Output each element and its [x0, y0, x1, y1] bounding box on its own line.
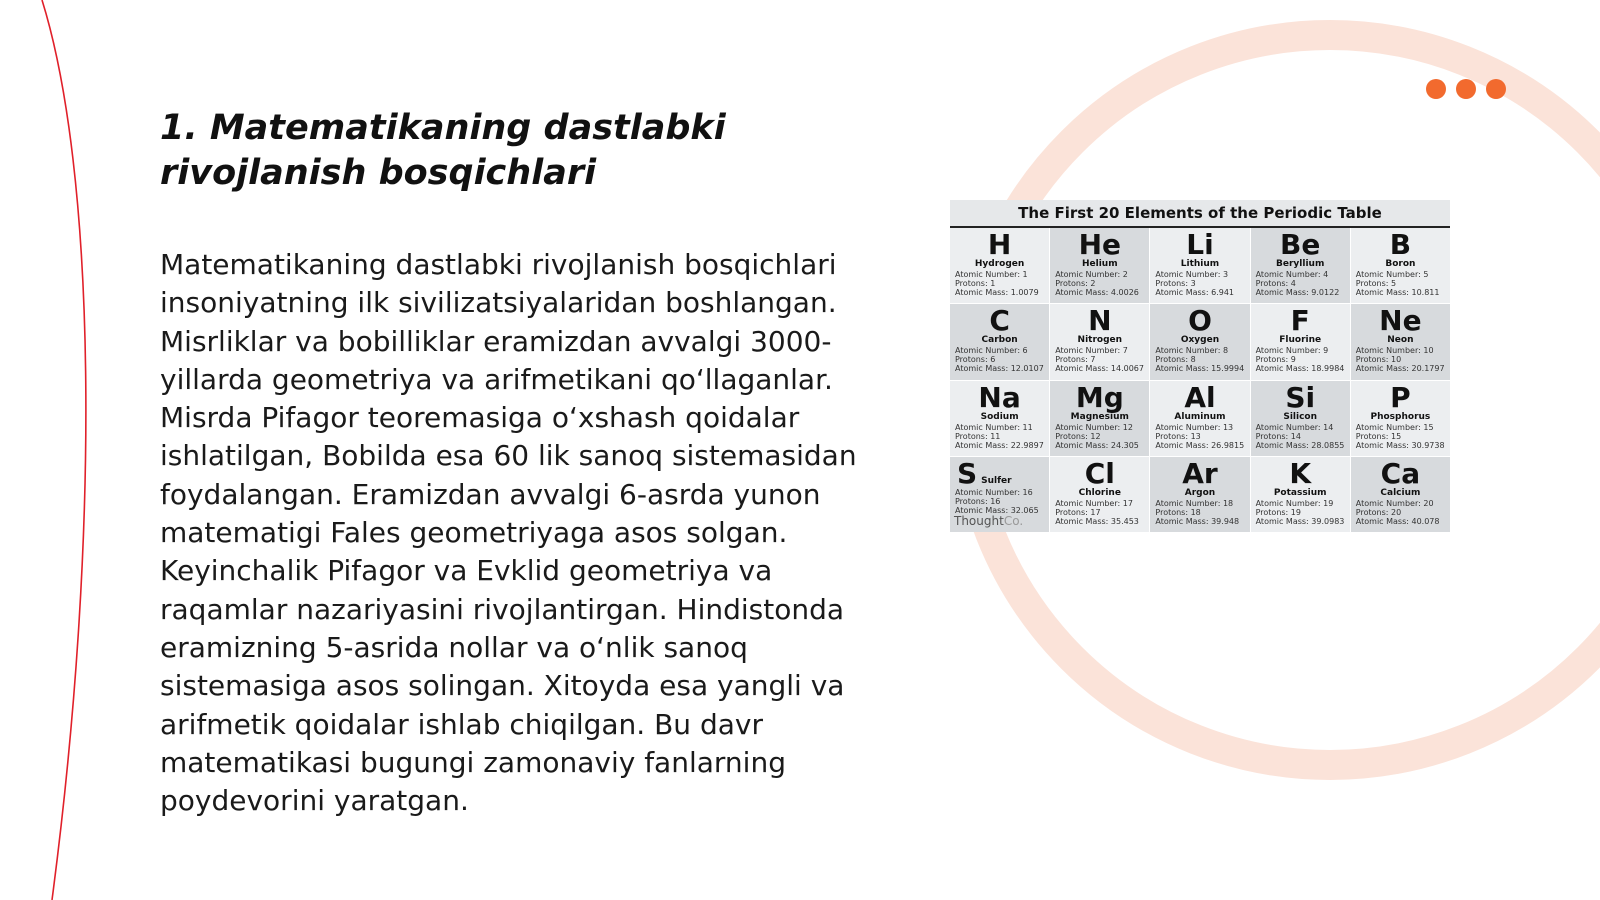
element-cell-silicon [1251, 381, 1350, 456]
element-atomic-mass: Atomic Mass: 30.9738 [1355, 440, 1445, 450]
element-atomic-mass: Atomic Mass: 12.0107 [955, 364, 1044, 374]
element-atomic-number: Atomic Number: 13 [1155, 422, 1234, 432]
element-name: Magnesium [1070, 411, 1129, 422]
element-atomic-number: Atomic Number: 15 [1355, 422, 1434, 432]
element-protons: Protons: 20 [1355, 507, 1402, 517]
element-symbol: C [989, 304, 1010, 338]
element-cell-neon [1351, 304, 1450, 379]
element-symbol: Mg [1075, 380, 1124, 414]
element-atomic-mass: Atomic Mass: 9.0122 [1255, 288, 1340, 297]
element-atomic-number: Atomic Number: 18 [1155, 498, 1234, 508]
element-atomic-number: Atomic Number: 8 [1155, 346, 1229, 356]
element-protons: Protons: 16 [955, 496, 1001, 506]
element-protons: Protons: 14 [1255, 431, 1301, 441]
element-protons: Protons: 7 [1055, 355, 1096, 365]
element-symbol: He [1078, 228, 1121, 261]
element-atomic-number: Atomic Number: 12 [1055, 422, 1133, 432]
periodic-table-title: The First 20 Elements of the Periodic Table [950, 200, 1450, 228]
element-cell-calcium [1351, 457, 1450, 532]
element-heading [955, 456, 1044, 490]
element-name: Nitrogen [1077, 335, 1123, 346]
element-atomic-mass: Atomic Mass: 39.0983 [1255, 516, 1345, 526]
element-name: Argon [1184, 487, 1216, 498]
element-atomic-mass: Atomic Mass: 6.941 [1155, 288, 1234, 297]
element-protons: Protons: 5 [1355, 279, 1397, 288]
element-atomic-number: Atomic Number: 5 [1355, 270, 1429, 279]
element-name: Sulfer [981, 475, 1012, 486]
element-protons: Protons: 19 [1255, 507, 1301, 517]
element-atomic-mass: Atomic Mass: 24.305 [1055, 440, 1139, 450]
brand-suffix: Co. [1003, 514, 1024, 528]
element-symbol: Ar [1182, 456, 1218, 490]
brand-main: Thought [954, 514, 1004, 528]
element-protons: Protons: 15 [1355, 431, 1402, 441]
element-symbol: H [987, 228, 1012, 261]
thoughtco-logo [954, 514, 1023, 528]
element-symbol: Cl [1084, 456, 1115, 490]
element-atomic-number: Atomic Number: 19 [1255, 498, 1334, 508]
element-symbol: N [1088, 304, 1112, 338]
element-name: Phosphorus [1370, 411, 1431, 422]
element-protons: Protons: 3 [1155, 279, 1196, 288]
element-protons: Protons: 17 [1055, 507, 1101, 517]
element-atomic-number: Atomic Number: 20 [1355, 498, 1434, 508]
element-name: Fluorine [1279, 335, 1322, 346]
element-atomic-mass: Atomic Mass: 20.1797 [1355, 364, 1445, 374]
element-atomic-mass: Atomic Mass: 15.9994 [1155, 364, 1245, 374]
element-symbol: F [1290, 304, 1310, 338]
element-atomic-mass: Atomic Mass: 14.0067 [1055, 364, 1144, 374]
element-atomic-number: Atomic Number: 2 [1055, 270, 1128, 279]
periodic-table-grid [950, 228, 1450, 532]
element-protons: Protons: 4 [1255, 279, 1296, 288]
element-atomic-number: Atomic Number: 6 [955, 346, 1028, 356]
element-cell-nitrogen [1050, 304, 1149, 379]
element-symbol: Li [1186, 228, 1214, 261]
element-cell-helium [1050, 228, 1149, 303]
element-name: Silicon [1283, 411, 1318, 422]
element-atomic-mass: Atomic Mass: 32.065 [955, 505, 1039, 515]
element-protons: Protons: 9 [1255, 355, 1296, 365]
element-atomic-number: Atomic Number: 9 [1255, 346, 1329, 356]
element-atomic-number: Atomic Number: 10 [1355, 346, 1434, 356]
element-symbol: P [1390, 380, 1411, 414]
element-cell-carbon [950, 304, 1049, 379]
slide-paragraph: Matematikaning dastlabki rivojlanish bosqichlari insoniyatning ilk sivilizatsiyalaridan boshlangan. Misrliklar va bobilliklar eramizdan avvalgi 3000-yillarda geometriya va arifmetikani qo‘llaganlar. Misrda Pifagor teoremasiga o‘xshash qoidalar ishlatilgan, Bobilda esa 60 lik sanoq sistemasidan foydalangan. Eramizdan avvalgi 6-asrda yunon matematigi Fales geometriyaga asos solgan. Keyinchalik Pifagor va Evklid geometriya va raqamlar nazariyasini rivojlantirgan. Hindistonda eramizning 5-asrida nollar va o‘nlik sanoq sistemasiga asos solingan. Xitoyda esa yangli va arifmetik qoidalar ishlab chiqilgan. Bu davr matematikasi bugungi zamonaviy fanlarning poydevorini yaratgan. [160, 248, 857, 818]
element-protons: Protons: 13 [1155, 431, 1201, 441]
element-atomic-mass: Atomic Mass: 10.811 [1355, 288, 1440, 297]
element-atomic-mass: Atomic Mass: 4.0026 [1055, 288, 1139, 297]
element-atomic-mass: Atomic Mass: 35.453 [1055, 516, 1139, 526]
element-name: Neon [1387, 335, 1414, 346]
element-name: Chlorine [1078, 487, 1121, 498]
element-atomic-mass: Atomic Mass: 40.078 [1355, 516, 1440, 526]
element-atomic-mass: Atomic Mass: 18.9984 [1255, 364, 1345, 374]
element-cell-sulfer [950, 457, 1049, 532]
menu-dots-icon [1426, 79, 1506, 99]
element-name: Boron [1385, 259, 1416, 269]
element-name: Aluminum [1174, 411, 1226, 422]
element-cell-aluminum [1150, 381, 1249, 456]
decorative-red-arc [42, 0, 86, 900]
element-atomic-number: Atomic Number: 11 [955, 422, 1033, 432]
element-cell-hydrogen [950, 228, 1049, 303]
dot-icon [1486, 79, 1506, 99]
element-cell-lithium [1150, 228, 1249, 303]
element-cell-chlorine [1050, 457, 1149, 532]
element-cell-beryllium [1251, 228, 1350, 303]
element-name: Carbon [981, 335, 1018, 346]
dot-icon [1426, 79, 1446, 99]
element-atomic-number: Atomic Number: 1 [955, 270, 1028, 279]
element-cell-phosphorus [1351, 381, 1450, 456]
element-cell-fluorine [1251, 304, 1350, 379]
element-protons: Protons: 2 [1055, 279, 1096, 288]
element-symbol: Be [1280, 228, 1321, 261]
element-atomic-mass: Atomic Mass: 1.0079 [955, 288, 1039, 297]
element-atomic-number: Atomic Number: 16 [955, 487, 1033, 497]
element-atomic-number: Atomic Number: 14 [1255, 422, 1334, 432]
periodic-table-image [950, 200, 1450, 532]
element-name: Lithium [1180, 259, 1220, 269]
element-atomic-mass: Atomic Mass: 26.9815 [1155, 440, 1245, 450]
element-symbol: K [1289, 456, 1312, 490]
element-symbol: Ne [1379, 304, 1422, 338]
element-cell-oxygen [1150, 304, 1249, 379]
element-name: Sodium [980, 411, 1019, 422]
slide-title: 1. Matematikaning dastlabki rivojlanish bosqichlari [160, 108, 726, 193]
element-atomic-mass: Atomic Mass: 28.0855 [1255, 440, 1345, 450]
element-symbol: Na [978, 380, 1021, 414]
element-name: Calcium [1380, 487, 1421, 498]
element-cell-magnesium [1050, 381, 1149, 456]
element-name: Oxygen [1180, 335, 1220, 346]
element-protons: Protons: 1 [955, 279, 996, 288]
element-atomic-mass: Atomic Mass: 39.948 [1155, 516, 1240, 526]
element-cell-sodium [950, 381, 1049, 456]
element-symbol: S [957, 456, 978, 490]
element-atomic-number: Atomic Number: 3 [1155, 270, 1229, 279]
element-name: Helium [1081, 259, 1118, 269]
element-name: Beryllium [1276, 259, 1325, 269]
element-protons: Protons: 18 [1155, 507, 1201, 517]
element-atomic-number: Atomic Number: 17 [1055, 498, 1133, 508]
element-protons: Protons: 12 [1055, 431, 1101, 441]
element-symbol: Si [1285, 380, 1316, 414]
element-cell-potassium [1251, 457, 1350, 532]
element-cell-boron [1351, 228, 1450, 303]
element-symbol: B [1389, 228, 1412, 261]
element-protons: Protons: 8 [1155, 355, 1196, 365]
element-atomic-number: Atomic Number: 4 [1255, 270, 1329, 279]
element-cell-argon [1150, 457, 1249, 532]
element-atomic-number: Atomic Number: 7 [1055, 346, 1128, 356]
element-name: Potassium [1273, 487, 1327, 498]
element-protons: Protons: 6 [955, 355, 996, 365]
element-name: Hydrogen [974, 259, 1025, 269]
element-protons: Protons: 11 [955, 431, 1001, 441]
element-atomic-mass: Atomic Mass: 22.9897 [955, 440, 1044, 450]
element-symbol: Ca [1380, 456, 1421, 490]
element-protons: Protons: 10 [1355, 355, 1402, 365]
element-symbol: Al [1184, 380, 1216, 414]
dot-icon [1456, 79, 1476, 99]
element-symbol: O [1188, 304, 1212, 338]
